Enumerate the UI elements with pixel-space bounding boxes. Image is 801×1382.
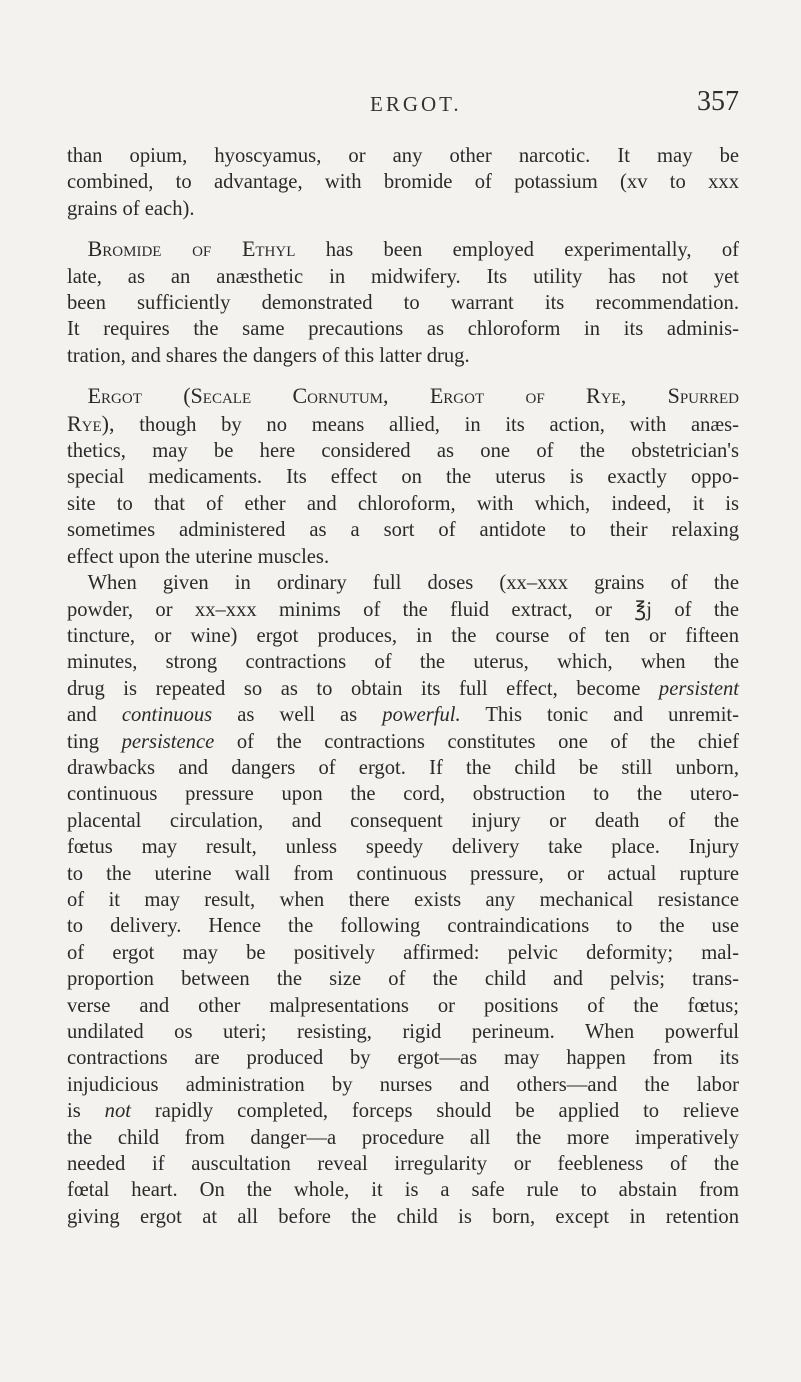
text-line: site to that of ether and chloroform, with which, indeed, it is [67, 492, 739, 515]
text-line: undilated os uteri; resisting, rigid perineum. When powerful [67, 1021, 739, 1043]
text-line: giving ergot at all before the child is born, except in retention [67, 1205, 739, 1228]
paragraph-ergot [67, 383, 739, 570]
page-header [0, 86, 801, 122]
text-line: late, as an anæsthetic in midwifery. Its utility has not yet [67, 265, 739, 288]
entry-heading: Bromide of Ethyl [87, 236, 296, 262]
text-line: proportion between the size of the child and pelvis; trans- [67, 968, 739, 991]
text-line: effect upon the uterine muscles. [67, 545, 330, 568]
entry-heading: Ergot (Secale Cornutum, Ergot of Rye, Spurred [87, 383, 739, 409]
italic-word: continuous [121, 704, 213, 727]
text-line: Rye), though by no means allied, in its action, with anæs- [67, 410, 739, 436]
text-line: When given in ordinary full doses (xx–xxx grains of the [87, 572, 739, 595]
text-line: Bromide of Ethyl has been employed experimentally, of [87, 236, 739, 262]
text-line: the child from danger—a procedure all the more imperatively [67, 1126, 739, 1149]
text-line: needed if auscultation reveal irregularity or feebleness of the [67, 1153, 739, 1176]
text-line: combined, to advantage, with bromide of potassium (xv to xxx [67, 171, 739, 194]
text-line: grains of each). [67, 197, 195, 220]
text-line: placental circulation, and consequent injury or death of the [67, 809, 739, 832]
italic-word: persistent [658, 677, 739, 700]
paragraph-ergot-doses [67, 570, 739, 1230]
text-line: sometimes administered as a sort of antidote to their relaxing [67, 519, 739, 542]
italic-word: not [104, 1100, 131, 1123]
text-line: tration, and shares the dangers of this latter drug. [67, 344, 470, 367]
running-head: ERGOT. [370, 92, 462, 116]
text-line: and continuous as well as powerful. This tonic and unremit- [67, 704, 739, 727]
text-line: verse and other malpresentations or positions of the fœtus; [67, 994, 739, 1017]
text-line: thetics, may be here considered as one of the obstetrician's [67, 440, 739, 463]
text-line: tincture, or wine) ergot produces, in the course of ten or fifteen [67, 624, 739, 647]
text-line: powder, or xx–xxx minims of the fluid extract, or ℥j of the [67, 598, 739, 621]
page-number: 357 [697, 86, 739, 117]
text-line: drawbacks and dangers of ergot. If the child be still unborn, [67, 756, 739, 779]
text-line: to the uterine wall from continuous pressure, or actual rupture [67, 862, 739, 885]
text-line: fœtus may result, unless speedy delivery take place. Injury [67, 836, 739, 859]
paragraph-opium [67, 143, 739, 222]
text-line: than opium, hyoscyamus, or any other narcotic. It may be [67, 145, 739, 167]
text-line [67, 383, 739, 410]
text-line: is not rapidly completed, forceps should be applied to relieve [67, 1100, 740, 1123]
text-line: fœtal heart. On the whole, it is a safe rule to abstain from [67, 1179, 739, 1202]
body-text [67, 143, 739, 1230]
text-line: ting persistence of the contractions constitutes one of the chief [67, 730, 739, 753]
text-line: to delivery. Hence the following contraindications to the use [67, 915, 739, 938]
text-line: contractions are produced by ergot—as may happen from its [67, 1047, 739, 1070]
italic-word: powerful. [382, 704, 461, 727]
text-line: of ergot may be positively affirmed: pelvic deformity; mal- [67, 941, 739, 964]
paragraph-bromide-of-ethyl [67, 236, 739, 369]
text-line: special medicaments. Its effect on the uterus is exactly oppo- [67, 466, 739, 489]
text-line: continuous pressure upon the cord, obstruction to the utero- [67, 783, 739, 806]
text-line: injudicious administration by nurses and others—and the labor [67, 1073, 739, 1096]
italic-word: persistence [121, 730, 215, 753]
text-line: drug is repeated so as to obtain its full effect, become persistent [67, 677, 739, 700]
text-line: of it may result, when there exists any mechanical resistance [67, 888, 739, 911]
text-line: It requires the same precautions as chloroform in its adminis- [67, 318, 739, 341]
text-line: minutes, strong contractions of the uterus, which, when the [67, 651, 739, 674]
entry-heading-continued: Rye), [67, 410, 115, 436]
text-line: been sufficiently demonstrated to warrant its recommendation. [67, 292, 739, 315]
